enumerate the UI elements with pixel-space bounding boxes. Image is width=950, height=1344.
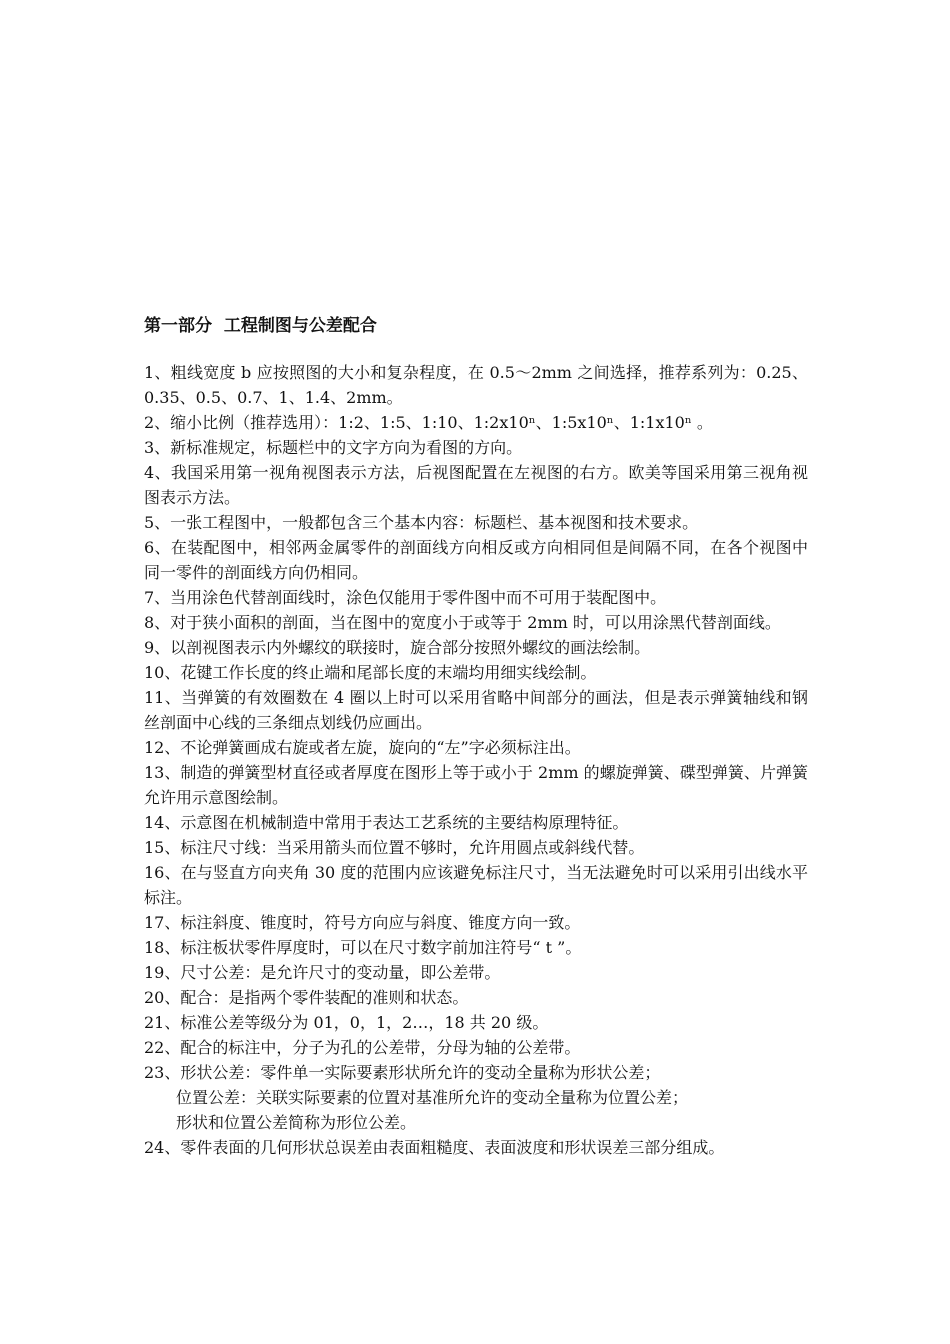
list-item: 10、花键工作长度的终止端和尾部长度的末端均用细实线绘制。 (144, 663, 597, 682)
list-item: 11、当弹簧的有效圈数在 4 圈以上时可以采用省略中间部分的画法，但是表示弹簧轴线和钢丝剖面中心线的三条细点划线仍应画出。 (144, 688, 808, 732)
list-item: 13、制造的弹簧型材直径或者厚度在图形上等于或小于 2mm 的螺旋弹簧、碟型弹簧、片弹簧允许用示意图绘制。 (144, 763, 808, 807)
section-title: 第一部分 工程制图与公差配合 (144, 316, 377, 336)
item-23-line-1: 23、形状公差：零件单一实际要素形状所允许的变动全量称为形状公差； (144, 1063, 661, 1082)
list-item: 4、我国采用第一视角视图表示方法，后视图配置在左视图的右方。欧美等国采用第三视角视图表示方法。 (144, 463, 808, 507)
list-item: 9、以剖视图表示内外螺纹的联接时，旋合部分按照外螺纹的画法绘制。 (144, 638, 651, 657)
list-item: 24、零件表面的几何形状总误差由表面粗糙度、表面波度和形状误差三部分组成。 (144, 1138, 725, 1157)
list-item: 19、尺寸公差：是允许尺寸的变动量，即公差带。 (144, 963, 501, 982)
list-item: 2、缩小比例（推荐选用）：1:2、1:5、1:10、1:2x10ⁿ、1:5x10ⁿ、1:1x10ⁿ 。 (144, 413, 713, 432)
item-list (144, 360, 808, 1160)
list-item: 16、在与竖直方向夹角 30 度的范围内应该避免标注尺寸，当无法避免时可以采用引出线水平标注。 (144, 863, 808, 907)
list-item: 8、对于狭小面积的剖面，当在图中的宽度小于或等于 2mm 时，可以用涂黑代替剖面线。 (144, 613, 781, 632)
list-item: 17、标注斜度、锥度时，符号方向应与斜度、锥度方向一致。 (144, 913, 581, 932)
list-item: 22、配合的标注中，分子为孔的公差带，分母为轴的公差带。 (144, 1038, 581, 1057)
list-item: 1、粗线宽度 b 应按照图的大小和复杂程度，在 0.5～2mm 之间选择，推荐系列为：0.25、0.35、0.5、0.7、1、1.4、2mm。 (144, 363, 808, 407)
list-item-23 (144, 1060, 808, 1135)
list-item: 15、标注尺寸线：当采用箭头而位置不够时，允许用圆点或斜线代替。 (144, 838, 645, 857)
list-item: 18、标注板状零件厚度时，可以在尺寸数字前加注符号“ t ”。 (144, 938, 582, 957)
list-item: 20、配合：是指两个零件装配的准则和状态。 (144, 988, 469, 1007)
document-page (144, 314, 808, 1160)
item-23-line-3: 形状和位置公差简称为形位公差。 (176, 1113, 417, 1132)
list-item: 21、标准公差等级分为 01，0，1，2…，18 共 20 级。 (144, 1013, 549, 1032)
list-item: 7、当用涂色代替剖面线时，涂色仅能用于零件图中而不可用于装配图中。 (144, 588, 667, 607)
list-item: 12、不论弹簧画成右旋或者左旋，旋向的“左”字必须标注出。 (144, 738, 581, 757)
list-item: 14、示意图在机械制造中常用于表达工艺系统的主要结构原理特征。 (144, 813, 629, 832)
list-item: 6、在装配图中，相邻两金属零件的剖面线方向相反或方向相同但是间隔不同，在各个视图中同一零件的剖面线方向仍相同。 (144, 538, 808, 582)
item-23-line-2: 位置公差：关联实际要素的位置对基准所允许的变动全量称为位置公差； (176, 1088, 689, 1107)
list-item: 3、新标准规定，标题栏中的文字方向为看图的方向。 (144, 438, 523, 457)
list-item: 5、一张工程图中，一般都包含三个基本内容：标题栏、基本视图和技术要求。 (144, 513, 699, 532)
